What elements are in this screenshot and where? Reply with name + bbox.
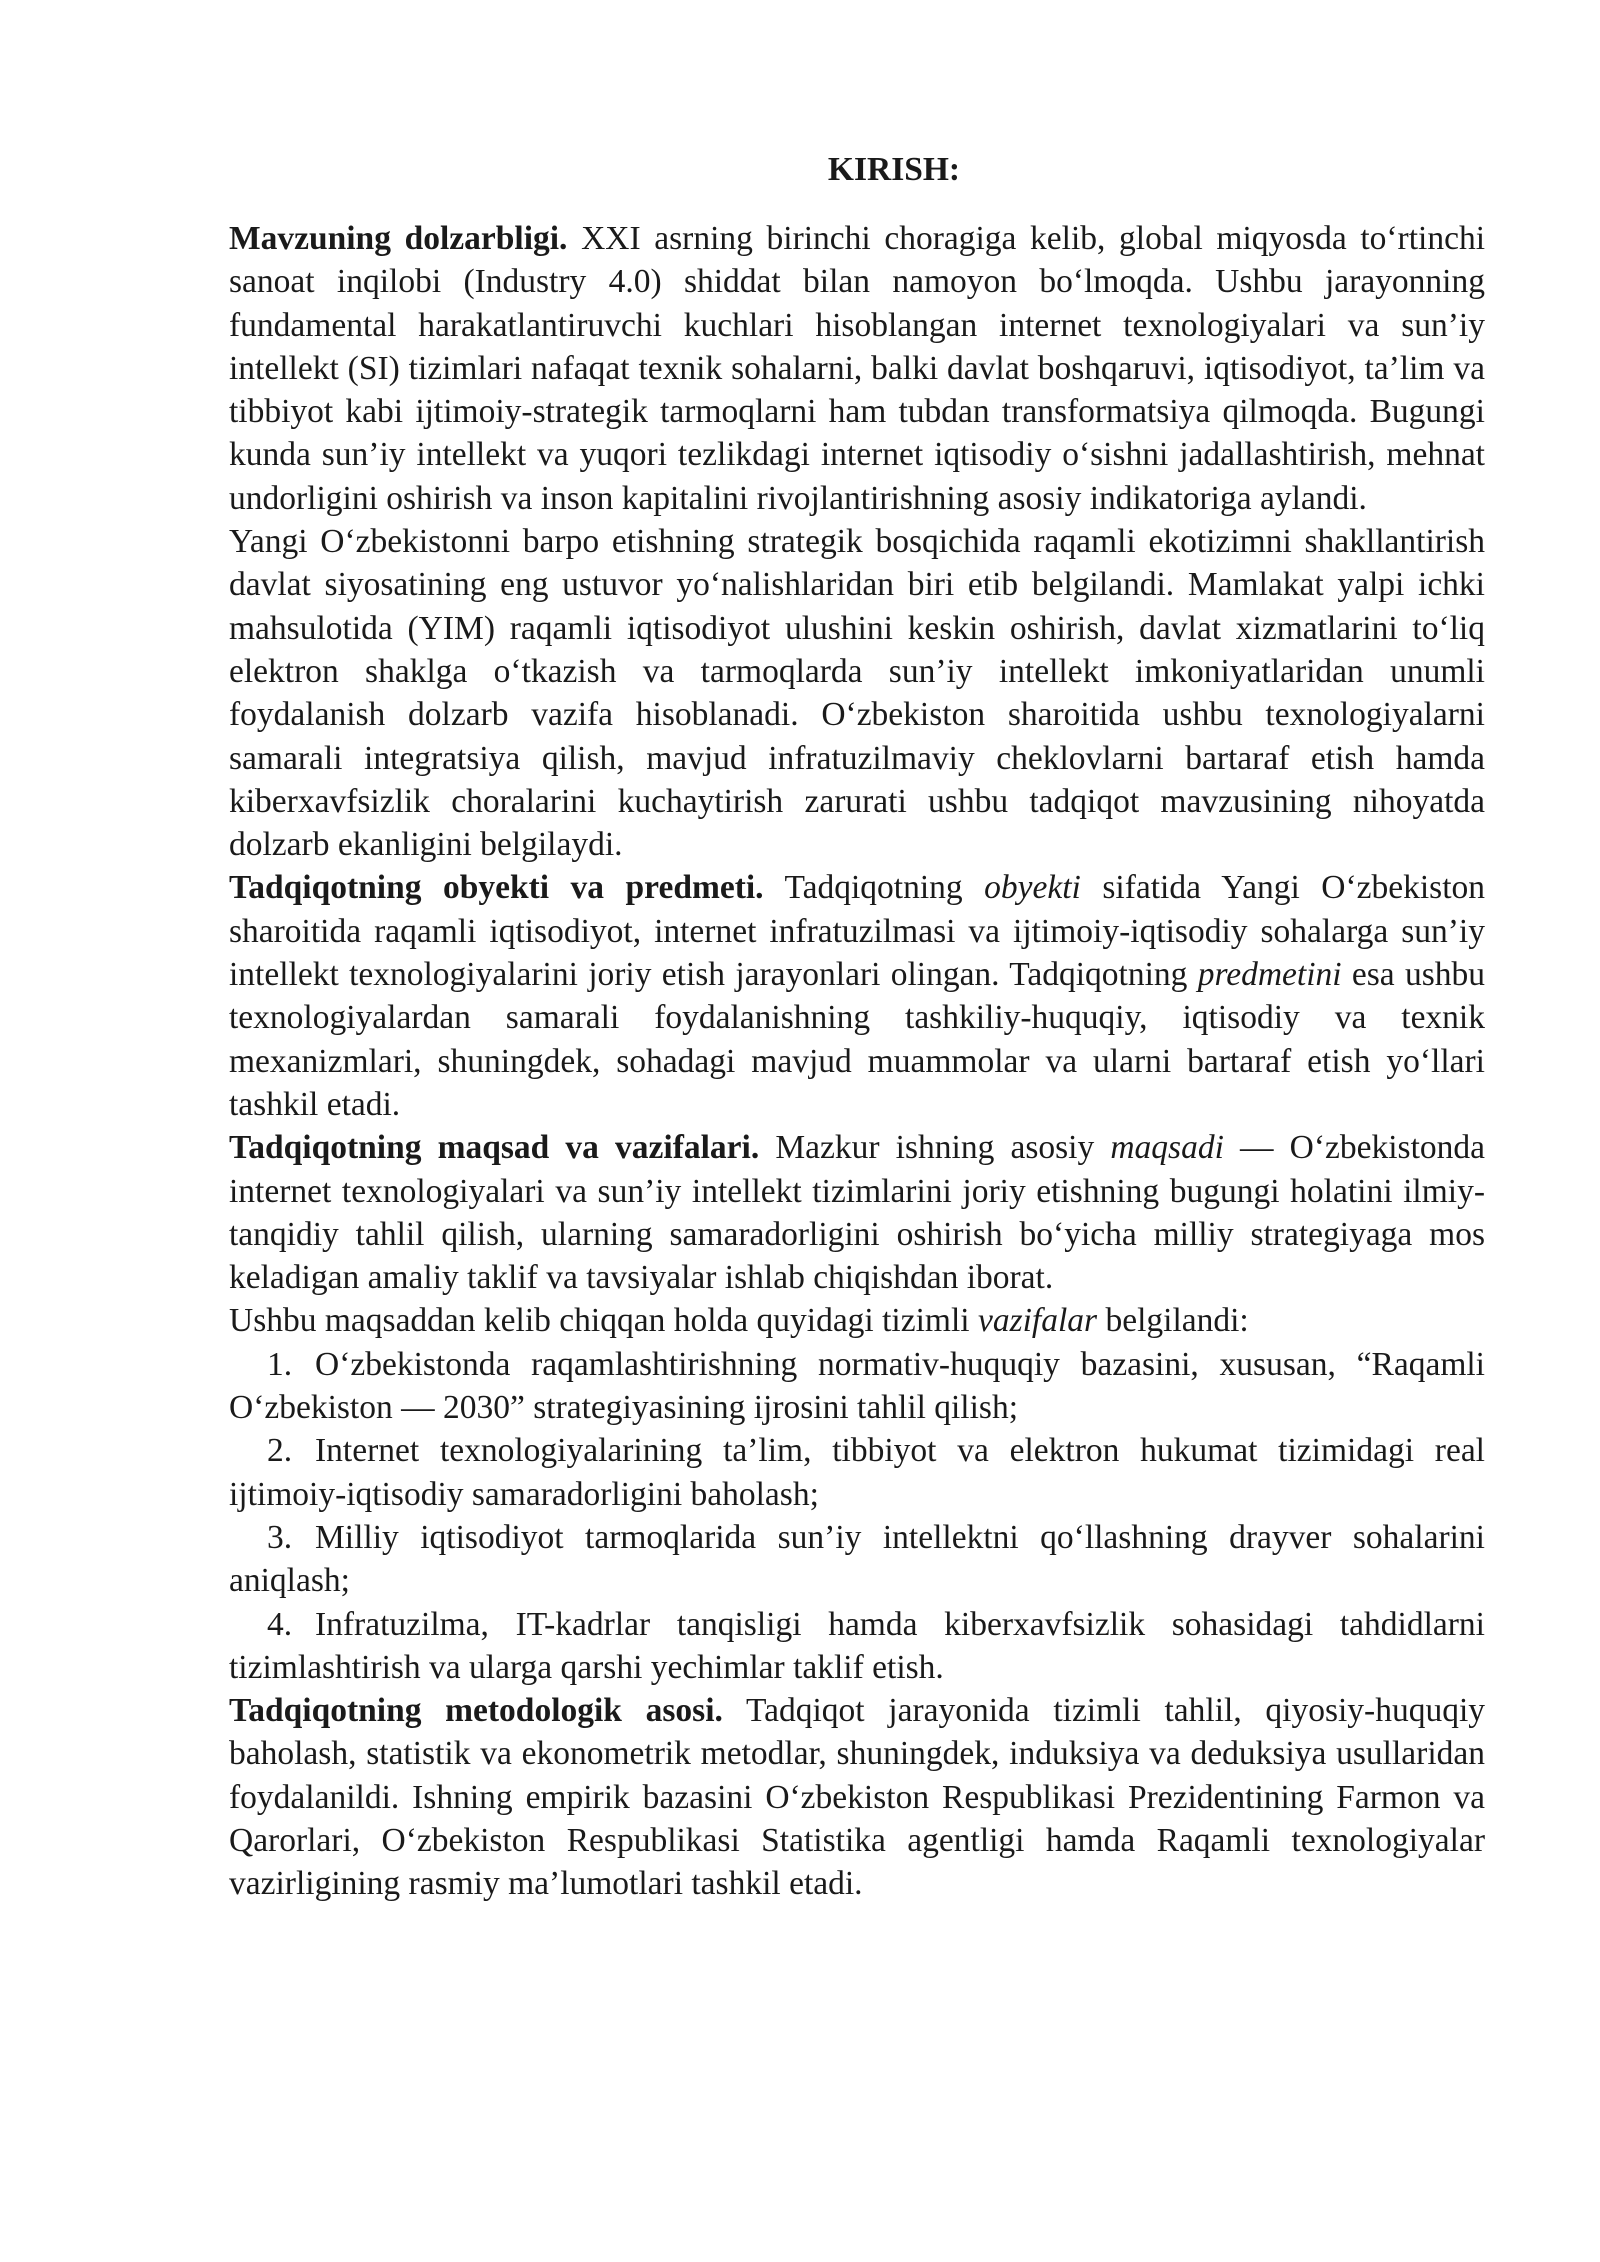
paragraph-strategy: Yangi O‘zbekistonni barpo etishning strategik bosqichida raqamli ekotizimni shakllantirish davlat siyosatining eng ustuvor yo‘nalishlaridan biri etib belgilandi. Mamlakat yalpi ichki mahsulotida (YIM) raqamli iqtisodiyot ulushini keskin oshirish, davlat xizmatlarini to‘liq elektron shaklga o‘tkazish va tarmoqlarda sun’iy intellekt imkoniyatlaridan unumli foydalanish dolzarb vazifa hisoblanadi. O‘zbekiston sharoitida ushbu texnologiyalarni samarali integratsiya qilish, mavjud infratuzilmaviy cheklovlarni bartaraf etish hamda kiberxavfsizlik choralarini kuchaytirish zarurati ushbu tadqiqot mavzusining nihoyatda dolzarb ekanligini belgilaydi.: [229, 523, 1485, 864]
list-item: [229, 1343, 1485, 1430]
tasks-intro-text-2: belgilandi:: [1097, 1302, 1249, 1340]
list-item-text: Internet texnologiyalarining ta’lim, tibbiyot va elektron hukumat tizimidagi real ijtimoiy-iqtisodiy samaradorligini baholash;: [229, 1432, 1485, 1513]
list-item-text: Milliy iqtisodiyot tarmoqlarida sun’iy intellektni qo‘llashning drayver sohalarini aniqlash;: [229, 1518, 1485, 1600]
list-item: [229, 1603, 1485, 1690]
paragraph-tasks-intro: [229, 1299, 1485, 1342]
document-page: [229, 148, 1485, 1906]
methodology-heading: Tadqiqotning metodologik asosi.: [229, 1692, 723, 1730]
goals-heading: Tadqiqotning maqsad va vazifalari.: [229, 1129, 760, 1167]
object-term: obyekti: [984, 869, 1081, 907]
relevance-text: XXI asrning birinchi choragiga kelib, global miqyosda to‘rtinchi sanoat inqilobi (Industry 4.0) shiddat bilan namoyon bo‘lmoqda. Ushbu jarayonning fundamental harakatlantiruvchi kuchlari hisoblangan internet texnologiyalari va sun’iy intellekt (SI) tizimlari nafaqat texnik sohalarni, balki davlat boshqaruvi, iqtisodiyot, ta’lim va tibbiyot kabi ijtimoiy-strategik tarmoqlarni ham tubdan transformatsiya qilmoqda. Bugungi kunda sun’iy intellekt va yuqori tezlikdagi internet iqtisodiy o‘sishni jadallashtirish, mehnat undorligini oshirish va inson kapitalini rivojlantirishning asosiy indikatoriga aylandi.: [229, 220, 1485, 517]
list-item: [229, 1516, 1485, 1603]
list-item-number: 4.: [267, 1605, 293, 1643]
list-item-number: 3.: [267, 1518, 293, 1556]
methodology-text: Tadqiqot jarayonida tizimli tahlil, qiyosiy-huquqiy baholash, statistik va ekonometrik metodlar, shuningdek, induksiya va deduksiya usullaridan foydalanildi. Ishning empirik bazasini O‘zbekiston Respublikasi Prezidentining Farmon va Qarorlari, O‘zbekiston Respublikasi Statistika agentligi hamda Raqamli texnologiyalar vazirligining rasmiy ma’lumotlari tashkil etadi.: [229, 1692, 1485, 1903]
object-subject-text-3: esa ushbu texnologiyalardan samarali foydalanishning tashkiliy-huquqiy, iqtisodiy va texnik mexanizmlari, shuningdek, sohadagi mavjud muammolar va ularni bartaraf etish yo‘llari tashkil etadi.: [229, 956, 1485, 1123]
list-item-text: Infratuzilma, IT-kadrlar tanqisligi hamda kiberxavfsizlik sohasidagi tahdidlarni tizimlashtirish va ularga qarshi yechimlar taklif etish.: [229, 1605, 1485, 1686]
paragraph-methodology: [229, 1689, 1485, 1905]
list-item-text: O‘zbekistonda raqamlashtirishning normativ-huquqiy bazasini, xususan, “Raqamli O‘zbekiston — 2030” strategiyasining ijrosini tahlil qilish;: [229, 1345, 1485, 1427]
relevance-heading: Mavzuning dolzarbligi.: [229, 220, 568, 257]
paragraph-object-subject: [229, 866, 1485, 1126]
tasks-intro-text-1: Ushbu maqsaddan kelib chiqqan holda quyidagi tizimli: [229, 1302, 978, 1340]
goals-text-2: — O‘zbekistonda internet texnologiyalari va sun’iy intellekt tizimlarini joriy etishning bugungi holatini ilmiy-tanqidiy tahlil qilish, ularning samaradorligini oshirish bo‘yicha milliy strategiyaga mos keladigan amaliy taklif va tavsiyalar ishlab chiqishdan iborat.: [229, 1129, 1486, 1297]
page-title: KIRISH:: [827, 151, 961, 188]
subject-term: predmetini: [1197, 956, 1342, 994]
goal-term: maqsadi: [1110, 1129, 1224, 1167]
object-subject-heading: Tadqiqotning obyekti va predmeti.: [229, 869, 764, 907]
list-item: [229, 1429, 1485, 1516]
object-subject-text-2: sifatida Yangi O‘zbekiston sharoitida raqamli iqtisodiyot, internet infratuzilmasi va ijtimoiy-iqtisodiy sohalarga sun’iy intellekt texnologiyalarini joriy etish jarayonlari olingan. Tadqiqotning: [229, 869, 1485, 994]
list-item-number: 1.: [267, 1345, 293, 1383]
list-item-number: 2.: [267, 1432, 293, 1470]
paragraph-relevance: [229, 217, 1485, 520]
tasks-list: [229, 1343, 1485, 1689]
paragraph-goals: [229, 1126, 1485, 1299]
object-subject-text-1: Tadqiqotning: [763, 869, 985, 907]
goals-text-1: Mazkur ishning asosiy: [759, 1129, 1111, 1167]
tasks-term: vazifalar: [977, 1302, 1098, 1340]
